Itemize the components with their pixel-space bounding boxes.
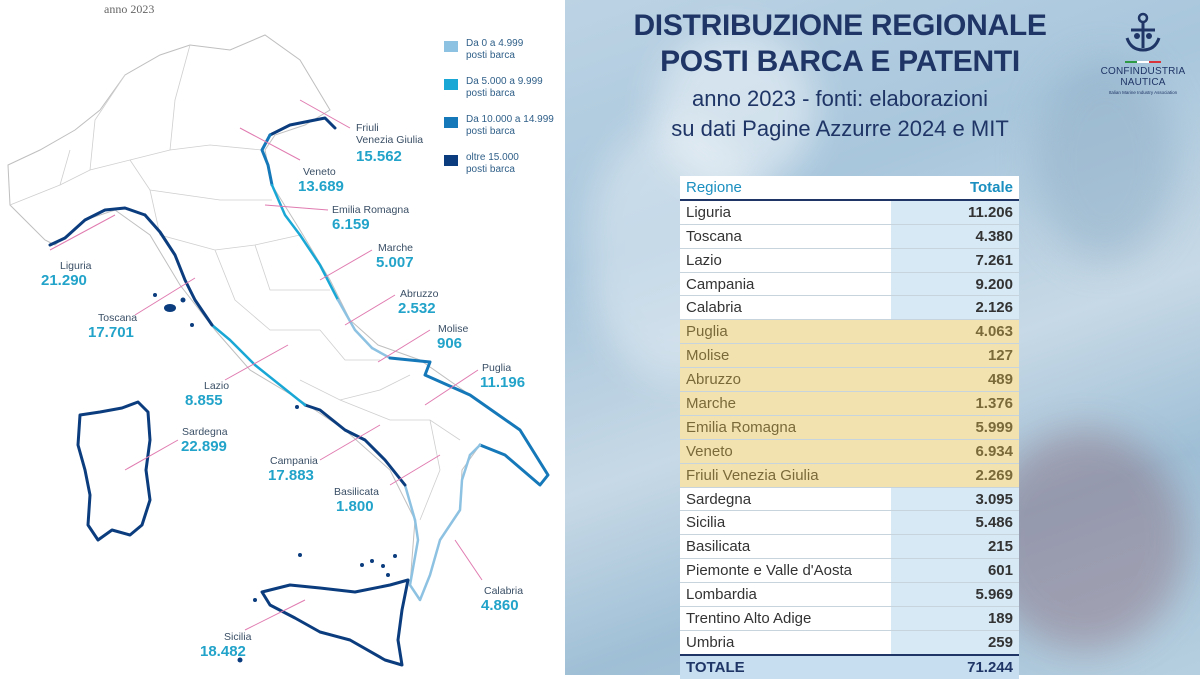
table-row <box>680 320 1019 344</box>
row-region: Basilicata <box>680 535 891 559</box>
table-body <box>680 200 1019 679</box>
row-total: 11.206 <box>891 200 1019 224</box>
table-row <box>680 368 1019 392</box>
table-row <box>680 415 1019 439</box>
legend-swatch <box>444 117 458 128</box>
region-value-calabria: 4.860 <box>481 597 519 614</box>
table-row <box>680 535 1019 559</box>
region-value-sardegna: 22.899 <box>181 438 227 455</box>
region-value-toscana: 17.701 <box>88 324 134 341</box>
italy-flag-icon <box>1098 61 1188 63</box>
row-region: Emilia Romagna <box>680 415 891 439</box>
row-region: Sicilia <box>680 511 891 535</box>
region-value-veneto: 13.689 <box>298 178 344 195</box>
table-row <box>680 248 1019 272</box>
table-row <box>680 200 1019 224</box>
legend-swatch <box>444 79 458 90</box>
legend-label: Da 0 a 4.999 posti barca <box>466 38 524 61</box>
title-line-1: DISTRIBUZIONE REGIONALE <box>633 9 1047 42</box>
region-value-emilia: 6.159 <box>332 216 370 233</box>
legend-item <box>444 152 564 190</box>
row-region: Trentino Alto Adige <box>680 607 891 631</box>
table-row <box>680 511 1019 535</box>
row-total: 215 <box>891 535 1019 559</box>
sardinia-outline <box>78 402 150 540</box>
row-region: Marche <box>680 392 891 416</box>
sicily-outline <box>262 580 408 665</box>
region-label-lazio: Lazio <box>204 380 230 392</box>
total-row <box>680 655 1019 679</box>
legend-label: Da 5.000 a 9.999 posti barca <box>466 76 543 99</box>
table-row <box>680 559 1019 583</box>
region-label-molise: Molise <box>438 323 469 335</box>
row-total: 3.095 <box>891 487 1019 511</box>
legend-swatch <box>444 41 458 52</box>
map-panel <box>0 0 565 675</box>
row-total: 6.934 <box>891 439 1019 463</box>
row-region: Lombardia <box>680 583 891 607</box>
table-row <box>680 392 1019 416</box>
logo-text-1: CONFINDUSTRIA <box>1100 66 1186 77</box>
table-row <box>680 607 1019 631</box>
legend-label: Da 10.000 a 14.999 posti barca <box>466 114 554 137</box>
region-value-liguria: 21.290 <box>41 272 87 289</box>
row-total: 5.969 <box>891 583 1019 607</box>
row-total: 259 <box>891 630 1019 654</box>
title-line-2: POSTI BARCA E PATENTI <box>660 45 1020 78</box>
region-label-puglia: Puglia <box>482 362 512 374</box>
legend-swatch <box>444 155 458 166</box>
map-legend <box>444 38 564 190</box>
legend-item <box>444 114 564 152</box>
region-value-abruzzo: 2.532 <box>398 300 436 317</box>
region-label-sicilia: Sicilia <box>224 631 252 643</box>
map-year-label: anno 2023 <box>104 2 155 16</box>
table-row <box>680 487 1019 511</box>
row-region: Lazio <box>680 248 891 272</box>
legend-item <box>444 76 564 114</box>
region-value-puglia: 11.196 <box>480 374 526 391</box>
region-label-calabria: Calabria <box>484 585 524 597</box>
row-total: 2.126 <box>891 296 1019 320</box>
region-value-lazio: 8.855 <box>185 392 223 409</box>
row-region: Sardegna <box>680 487 891 511</box>
region-value-basilicata: 1.800 <box>336 498 374 515</box>
row-region: Abruzzo <box>680 368 891 392</box>
region-label-sardegna: Sardegna <box>182 426 228 438</box>
row-total: 189 <box>891 607 1019 631</box>
region-label-abruzzo: Abruzzo <box>400 288 439 300</box>
row-total: 1.376 <box>891 392 1019 416</box>
row-total: 4.063 <box>891 320 1019 344</box>
logo-text-2: NAUTICA <box>1120 77 1166 88</box>
legend-item <box>444 38 564 76</box>
row-total: 9.200 <box>891 272 1019 296</box>
region-label-campania: Campania <box>270 455 318 467</box>
logo-text-3: Italian Marine Industry Association <box>1108 90 1178 95</box>
region-label-friuli: Friuli Venezia Giulia <box>356 122 424 146</box>
legend-label: oltre 15.000 posti barca <box>466 152 519 175</box>
row-total: 2.269 <box>891 463 1019 487</box>
row-region: Liguria <box>680 200 891 224</box>
header-region: Regione <box>680 176 891 200</box>
table-row <box>680 296 1019 320</box>
row-total: 5.999 <box>891 415 1019 439</box>
table-row <box>680 583 1019 607</box>
region-label-liguria: Liguria <box>60 260 92 272</box>
region-table <box>680 176 1019 679</box>
region-value-marche: 5.007 <box>376 254 414 271</box>
region-label-veneto: Veneto <box>303 166 336 178</box>
region-label-emilia: Emilia Romagna <box>332 204 410 216</box>
row-total: 127 <box>891 344 1019 368</box>
region-label-marche: Marche <box>378 242 414 254</box>
row-region: Umbria <box>680 630 891 654</box>
subtitle-line-1: anno 2023 - fonti: elaborazioni <box>692 86 988 111</box>
row-region: Molise <box>680 344 891 368</box>
table-header-row <box>680 176 1019 200</box>
row-total: 601 <box>891 559 1019 583</box>
row-total: 7.261 <box>891 248 1019 272</box>
table-row <box>680 224 1019 248</box>
row-region: Calabria <box>680 296 891 320</box>
region-value-sicilia: 18.482 <box>200 643 246 660</box>
table-row <box>680 630 1019 654</box>
row-total: 489 <box>891 368 1019 392</box>
header-total: Totale <box>891 176 1019 200</box>
subtitle-line-2: su dati Pagine Azzurre 2024 e MIT <box>671 116 1009 141</box>
row-region: Toscana <box>680 224 891 248</box>
region-value-molise: 906 <box>437 335 463 352</box>
row-region: Campania <box>680 272 891 296</box>
table-row <box>680 344 1019 368</box>
region-value-friuli: 15.562 <box>356 148 402 165</box>
row-total: 5.486 <box>891 511 1019 535</box>
row-region: Friuli Venezia Giulia <box>680 463 891 487</box>
confindustria-logo <box>1098 12 1188 95</box>
table-row <box>680 463 1019 487</box>
row-region: Piemonte e Valle d'Aosta <box>680 559 891 583</box>
region-label-toscana: Toscana <box>98 312 138 324</box>
row-region: Puglia <box>680 320 891 344</box>
row-total: 4.380 <box>891 224 1019 248</box>
region-label-basilicata: Basilicata <box>334 486 379 498</box>
total-value: 71.244 <box>891 655 1019 679</box>
title-block <box>600 8 1080 144</box>
region-value-campania: 17.883 <box>268 467 314 484</box>
row-region: Veneto <box>680 439 891 463</box>
table-row <box>680 439 1019 463</box>
anchor-icon <box>1123 12 1163 54</box>
table-row <box>680 272 1019 296</box>
total-label: TOTALE <box>680 655 891 679</box>
